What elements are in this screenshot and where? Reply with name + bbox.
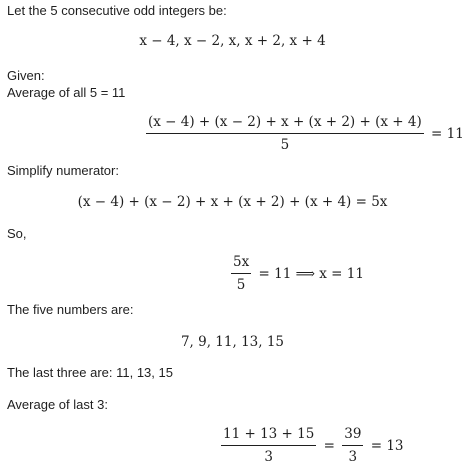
fraction-denominator: 5 — [236, 277, 246, 293]
fraction-numerator: (x − 4) + (x − 2) + x + (x + 2) + (x + 4) — [146, 114, 424, 134]
equation-average-all — [146, 114, 464, 153]
fraction-numerator: 11 + 13 + 15 — [221, 426, 316, 446]
equals-sign: = — [323, 437, 335, 454]
equation-solve-x — [231, 254, 364, 293]
fraction-denominator: 3 — [348, 449, 358, 465]
equation-simplified: (x − 4) + (x − 2) + x + (x + 2) + (x + 4) = 5x — [77, 194, 388, 210]
fraction-denominator: 3 — [264, 449, 273, 465]
simplify-label: Simplify numerator: — [7, 163, 119, 178]
fraction-39-over-3 — [342, 426, 363, 465]
five-numbers-label: The five numbers are: — [7, 302, 134, 317]
fraction-sum-over-3 — [221, 426, 316, 465]
equation-rhs: = 11 — [431, 125, 464, 142]
fraction-average-all — [146, 114, 424, 153]
equation-rhs: = 11 ⟹ x = 11 — [258, 265, 364, 282]
equation-rhs: = 13 — [370, 437, 404, 454]
given-label: Given: — [7, 68, 45, 83]
fraction-5x-over-5 — [231, 254, 251, 293]
given-statement: Average of all 5 = 11 — [7, 85, 126, 100]
fraction-numerator: 5x — [231, 254, 251, 274]
integers-expression: x − 4, x − 2, x, x + 2, x + 4 — [139, 33, 326, 49]
so-label: So, — [7, 226, 27, 241]
equation-average-last-three — [221, 426, 404, 465]
intro-text: Let the 5 consecutive odd integers be: — [7, 3, 227, 18]
five-numbers-list: 7, 9, 11, 13, 15 — [180, 334, 285, 350]
fraction-numerator: 39 — [342, 426, 363, 446]
average-last-three-label: Average of last 3: — [7, 397, 108, 412]
fraction-denominator: 5 — [280, 137, 290, 153]
last-three-text: The last three are: 11, 13, 15 — [7, 365, 173, 380]
